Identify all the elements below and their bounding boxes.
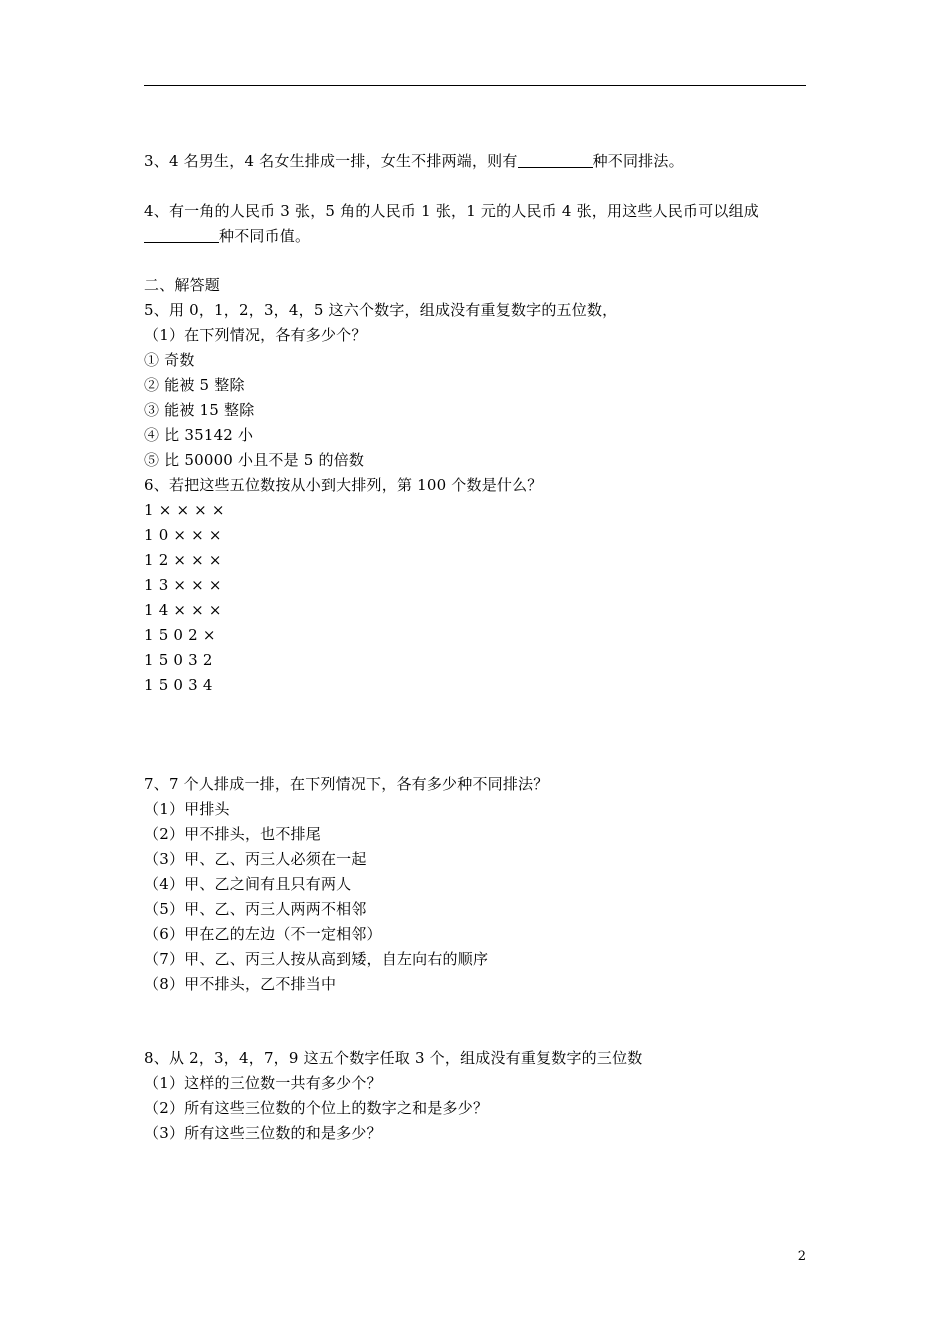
q5-item: ⑤ 比 50000 小且不是 5 的倍数: [144, 451, 365, 469]
q6-line: 1 5 0 3 4: [144, 676, 213, 694]
q6-line: 1 5 0 2 ×: [144, 626, 216, 644]
q3-text-after: 种不同排法。: [592, 152, 684, 170]
q6-line: 1 × × × ×: [144, 501, 225, 519]
q7-item: （7）甲、乙、丙三人按从高到矮，自左向右的顺序: [144, 950, 489, 968]
q5-item: ② 能被 5 整除: [144, 376, 245, 394]
q4-blank: [144, 227, 219, 243]
q4-text-after: 种不同币值。: [219, 227, 311, 245]
q8-item: （3）所有这些三位数的和是多少？: [144, 1124, 382, 1142]
q6-line: 1 4 × × ×: [144, 601, 222, 619]
page-number: 2: [797, 1249, 806, 1264]
question-4-line2: [144, 227, 310, 245]
q6-line: 1 0 × × ×: [144, 526, 222, 544]
section-title: 二、解答题: [144, 276, 221, 294]
q8-item: （2）所有这些三位数的个位上的数字之和是多少？: [144, 1099, 489, 1117]
q5-item: ④ 比 35142 小: [144, 426, 254, 444]
question-4-line1: 4、有一角的人民币 3 张，5 角的人民币 1 张，1 元的人民币 4 张，用这些人民币可以组成: [144, 202, 760, 220]
q5-item: ③ 能被 15 整除: [144, 401, 255, 419]
q6-line: 1 2 × × ×: [144, 551, 222, 569]
question-3: [144, 152, 684, 170]
q7-item: （1）甲排头: [144, 800, 230, 818]
q6-line: 1 3 × × ×: [144, 576, 222, 594]
q8-item: （1）这样的三位数一共有多少个？: [144, 1074, 382, 1092]
q7-item: （5）甲、乙、丙三人两两不相邻: [144, 900, 367, 918]
q3-blank: [518, 152, 593, 168]
q5-item: ① 奇数: [144, 351, 195, 369]
q7-item: （6）甲在乙的左边（不一定相邻）: [144, 925, 382, 943]
q6-line: 1 5 0 3 2: [144, 651, 213, 669]
question-5-stem: 5、用 0，1，2，3，4，5 这六个数字，组成没有重复数字的五位数，: [144, 301, 618, 319]
q3-text: 3、4 名男生，4 名女生排成一排，女生不排两端，则有: [144, 152, 518, 170]
q7-item: （2）甲不排头，也不排尾: [144, 825, 321, 843]
question-5-sub: （1）在下列情况，各有多少个？: [144, 326, 367, 344]
q7-item: （4）甲、乙之间有且只有两人: [144, 875, 352, 893]
q7-item: （3）甲、乙、丙三人必须在一起: [144, 850, 367, 868]
question-8-stem: 8、从 2，3，4，7，9 这五个数字任取 3 个，组成没有重复数字的三位数: [144, 1049, 643, 1067]
question-6-stem: 6、若把这些五位数按从小到大排列，第 100 个数是什么？: [144, 476, 543, 494]
question-7-stem: 7、7 个人排成一排，在下列情况下，各有多少种不同排法？: [144, 775, 549, 793]
q7-item: （8）甲不排头，乙不排当中: [144, 975, 337, 993]
header-rule: [144, 85, 806, 86]
